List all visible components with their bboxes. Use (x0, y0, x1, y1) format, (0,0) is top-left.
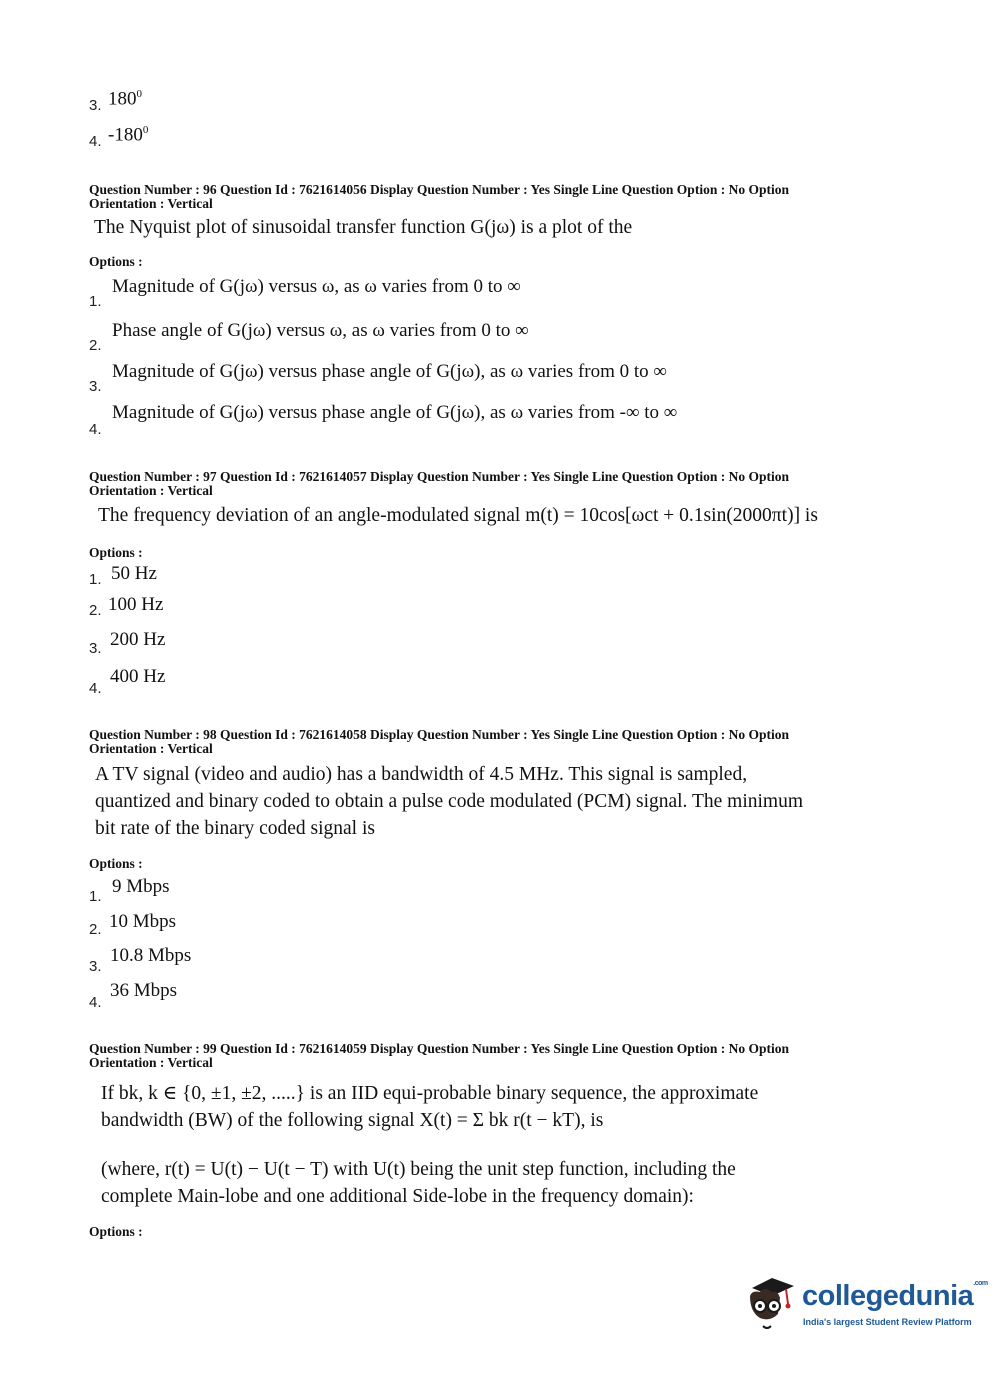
q96-option-2-number: 2. (89, 337, 102, 354)
q96-option-1-number: 1. (89, 293, 102, 310)
q98-option-1[interactable]: 9 Mbps (112, 876, 170, 897)
q99-options-label: Options : (89, 1224, 143, 1239)
q98-option-2[interactable]: 10 Mbps (109, 911, 177, 932)
q96-meta: Question Number : 96 Question Id : 7621614056 Display Question Number : Yes Single Line Question Option : No Option Orientation : Vertical (89, 182, 789, 211)
logo-tagline: India's largest Student Review Platform (803, 1317, 972, 1327)
q98-option-2-number: 2. (89, 921, 102, 938)
q97-option-3-number: 3. (89, 640, 102, 657)
collegedunia-logo (742, 1270, 988, 1342)
q97-option-3[interactable]: 200 Hz (110, 629, 166, 650)
q98-option-1-number: 1. (89, 888, 102, 905)
q98-question-text: A TV signal (video and audio) has a bandwidth of 4.5 MHz. This signal is sampled, quantized and binary coded to obtain a pulse code modulated (PCM) signal. The minimum bit rate of the binary coded signal is (95, 764, 803, 839)
prev-option-4-number: 4. (89, 133, 102, 150)
q97-option-4-number: 4. (89, 680, 102, 697)
q97-meta: Question Number : 97 Question Id : 7621614057 Display Question Number : Yes Single Line Question Option : No Option Orientation : Vertical (89, 469, 789, 498)
prev-option-3: $180^0$ (108, 88, 142, 110)
prev-option-4: $-180^0$ (108, 124, 149, 146)
q98-option-4[interactable]: 36 Mbps (110, 980, 178, 1001)
prev-option-3-number: 3. (89, 97, 102, 114)
q98-options-label: Options : (89, 856, 143, 871)
q99-question-text: If bk, k ∈ {0, ±1, ±2, .....} is an IID equi-probable binary sequence, the approximate bandwidth (BW) of the following signal X(t) = Σ bk r(t − kT), is (where, r(t) = U(t) − U(t − T) with U(t) being the unit step function, including the complete Main-lobe and one additional Side-lobe in the frequency domain): (101, 1083, 759, 1207)
q98-option-4-number: 4. (89, 994, 102, 1011)
q98-option-3-number: 3. (89, 958, 102, 975)
q98-meta: Question Number : 98 Question Id : 7621614058 Display Question Number : Yes Single Line Question Option : No Option Orientation : Vertical (89, 727, 789, 756)
q97-option-2[interactable]: 100 Hz (108, 594, 164, 615)
q97-option-4[interactable]: 400 Hz (110, 666, 166, 687)
q96-options-label: Options : (89, 254, 143, 269)
q97-question-text: The frequency deviation of an angle-modulated signal m(t) = 10cos[ωct + 0.1sin(2000πt)] is (98, 505, 818, 526)
logo-wordmark: collegedunia$^{.com}$ (802, 1280, 988, 1312)
q97-option-2-number: 2. (89, 602, 102, 619)
q98-option-3[interactable]: 10.8 Mbps (110, 945, 192, 966)
q97-option-1-number: 1. (89, 571, 102, 588)
mascot-icon (742, 1270, 800, 1336)
q97-option-1[interactable]: 50 Hz (111, 563, 157, 584)
q96-option-2[interactable]: Phase angle of G(jω) versus ω, as ω varies from 0 to ∞ (112, 320, 529, 341)
q96-question-text: The Nyquist plot of sinusoidal transfer function G(jω) is a plot of the (94, 217, 633, 238)
q97-options-label: Options : (89, 545, 143, 560)
q99-meta: Question Number : 99 Question Id : 7621614059 Display Question Number : Yes Single Line Question Option : No Option Orientation : Vertical (89, 1041, 789, 1070)
q96-option-3-number: 3. (89, 378, 102, 395)
q96-option-1[interactable]: Magnitude of G(jω) versus ω, as ω varies from 0 to ∞ (112, 276, 521, 297)
q96-option-4[interactable]: Magnitude of G(jω) versus phase angle of G(jω), as ω varies from -∞ to ∞ (112, 402, 678, 423)
q96-option-4-number: 4. (89, 421, 102, 438)
q96-option-3[interactable]: Magnitude of G(jω) versus phase angle of G(jω), as ω varies from 0 to ∞ (112, 361, 667, 382)
